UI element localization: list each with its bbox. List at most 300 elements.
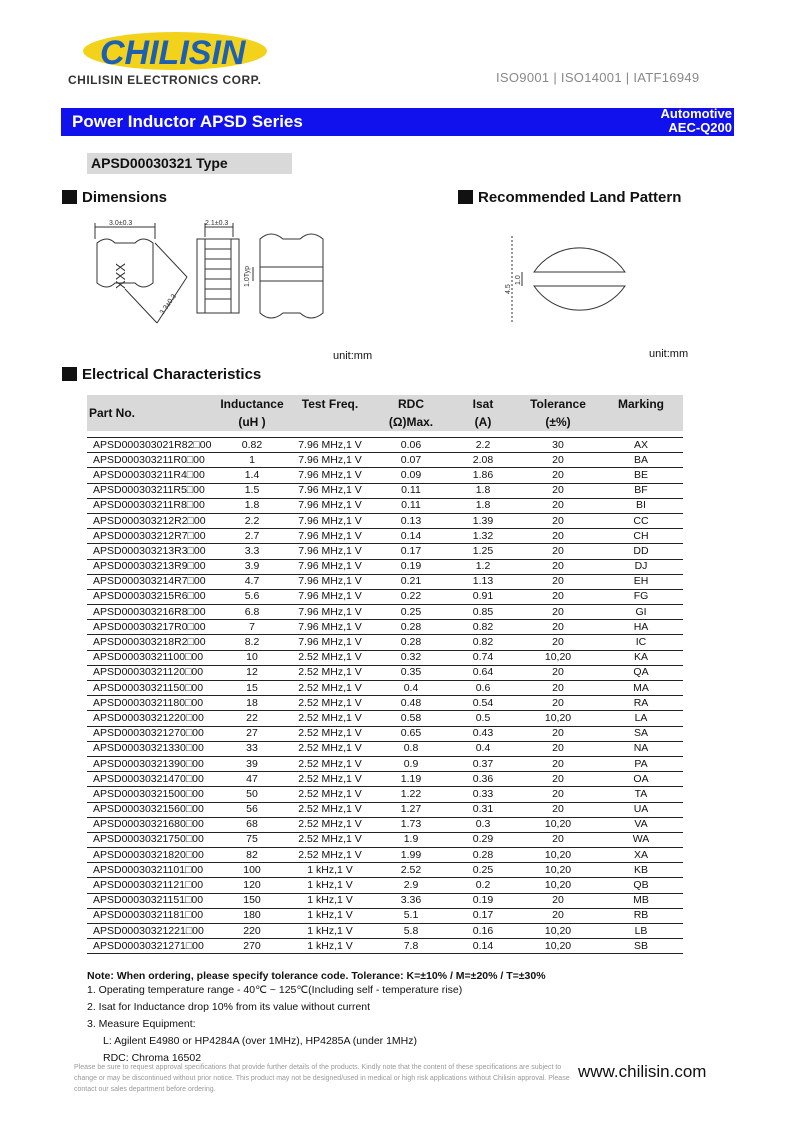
test-freq-cell: 7.96 MHz,1 V — [287, 635, 373, 650]
rdc-cell: 5.8 — [373, 924, 449, 939]
unit-left: unit:mm — [333, 350, 373, 362]
table-row — [87, 924, 683, 939]
tolerance-cell: 20 — [517, 589, 599, 604]
tolerance-cell: 10,20 — [517, 650, 599, 665]
isat-cell: 1.39 — [449, 513, 517, 528]
dim-diag-label: 3.3±0.3 — [158, 293, 179, 317]
part-no-cell: APSD00030321220□00 — [87, 711, 217, 726]
table-row — [87, 529, 683, 544]
test-freq-cell: 1 kHz,1 V — [287, 924, 373, 939]
part-no-cell: APSD000303021R82□00 — [87, 438, 217, 453]
rdc-cell: 2.9 — [373, 878, 449, 893]
part-no-cell: APSD00030321390□00 — [87, 756, 217, 771]
table-row — [87, 681, 683, 696]
test-freq-cell: 1 kHz,1 V — [287, 939, 373, 954]
marking-cell: BF — [599, 483, 683, 498]
marking-cell: FG — [599, 589, 683, 604]
inductance-cell: 2.7 — [217, 529, 287, 544]
marking-cell: MB — [599, 893, 683, 908]
isat-cell: 1.2 — [449, 559, 517, 574]
part-no-cell: APSD00030321151□00 — [87, 893, 217, 908]
note-3a: L: Agilent E4980 or HP4284A (over 1MHz), HP4285A (under 1MHz) — [103, 1035, 417, 1047]
col-isat-unit: (A) — [449, 413, 517, 431]
part-no-cell: APSD000303211R4□00 — [87, 468, 217, 483]
col-tolerance: Tolerance — [517, 395, 599, 413]
certifications: ISO9001 | ISO14001 | IATF16949 — [496, 70, 700, 85]
inductance-cell: 8.2 — [217, 635, 287, 650]
inductance-cell: 6.8 — [217, 605, 287, 620]
website-link[interactable]: www.chilisin.com — [578, 1062, 707, 1081]
table-row — [87, 832, 683, 847]
tolerance-cell: 20 — [517, 772, 599, 787]
square-bullet-icon — [62, 190, 77, 204]
tolerance-cell: 20 — [517, 726, 599, 741]
square-bullet-icon — [62, 367, 77, 381]
part-no-cell: APSD000303211R8□00 — [87, 498, 217, 513]
inductance-cell: 100 — [217, 863, 287, 878]
rdc-cell: 7.8 — [373, 939, 449, 954]
inductance-cell: 12 — [217, 665, 287, 680]
isat-cell: 1.8 — [449, 498, 517, 513]
col-inductance: Inductance — [217, 395, 287, 413]
marking-cell: TA — [599, 787, 683, 802]
table-row — [87, 939, 683, 954]
tolerance-cell: 20 — [517, 665, 599, 680]
isat-cell: 0.16 — [449, 924, 517, 939]
part-no-cell: APSD00030321820□00 — [87, 848, 217, 863]
rdc-cell: 0.25 — [373, 605, 449, 620]
part-no-cell: APSD000303214R7□00 — [87, 574, 217, 589]
part-no-cell: APSD000303211R0□00 — [87, 453, 217, 468]
inductance-cell: 82 — [217, 848, 287, 863]
marking-cell: HA — [599, 620, 683, 635]
part-no-cell: APSD00030321470□00 — [87, 772, 217, 787]
part-no-cell: APSD00030321680□00 — [87, 817, 217, 832]
table-row — [87, 559, 683, 574]
rdc-cell: 1.73 — [373, 817, 449, 832]
test-freq-cell: 7.96 MHz,1 V — [287, 453, 373, 468]
col-inductance-unit: (uH ) — [217, 413, 287, 431]
note-ordering: Note: When ordering, please specify tolerance code. Tolerance: K=±10% / M=±20% / T=±30% — [87, 970, 546, 982]
rdc-cell: 0.28 — [373, 620, 449, 635]
test-freq-cell: 2.52 MHz,1 V — [287, 756, 373, 771]
inductance-cell: 75 — [217, 832, 287, 847]
marking-cell: MA — [599, 681, 683, 696]
test-freq-cell: 7.96 MHz,1 V — [287, 620, 373, 635]
test-freq-cell: 7.96 MHz,1 V — [287, 529, 373, 544]
rdc-cell: 0.35 — [373, 665, 449, 680]
marking-cell: PA — [599, 756, 683, 771]
inductance-cell: 150 — [217, 893, 287, 908]
isat-cell: 0.64 — [449, 665, 517, 680]
test-freq-cell: 2.52 MHz,1 V — [287, 741, 373, 756]
dim-typ-label: 1.0Typ — [244, 265, 251, 287]
note-3: 3. Measure Equipment: — [87, 1017, 196, 1030]
isat-cell: 0.74 — [449, 650, 517, 665]
marking-cell: UA — [599, 802, 683, 817]
marking-cell: KB — [599, 863, 683, 878]
part-no-cell: APSD00030321101□00 — [87, 863, 217, 878]
marking-cell: QA — [599, 665, 683, 680]
part-no-cell: APSD00030321150□00 — [87, 681, 217, 696]
inductance-cell: 120 — [217, 878, 287, 893]
table-row — [87, 574, 683, 589]
tolerance-cell: 20 — [517, 483, 599, 498]
table-row — [87, 665, 683, 680]
table-row — [87, 893, 683, 908]
tolerance-cell: 20 — [517, 513, 599, 528]
test-freq-cell: 2.52 MHz,1 V — [287, 665, 373, 680]
rdc-cell: 0.13 — [373, 513, 449, 528]
test-freq-cell: 2.52 MHz,1 V — [287, 726, 373, 741]
col-isat: Isat — [449, 395, 517, 413]
inductance-cell: 1.4 — [217, 468, 287, 483]
rdc-cell: 0.09 — [373, 468, 449, 483]
table-row — [87, 772, 683, 787]
rdc-cell: 1.27 — [373, 802, 449, 817]
marking-cell: NA — [599, 741, 683, 756]
land-height-label: 4.5 — [505, 284, 512, 294]
part-no-cell: APSD000303218R2□00 — [87, 635, 217, 650]
inductance-cell: 0.82 — [217, 438, 287, 453]
table-row — [87, 908, 683, 923]
isat-cell: 0.43 — [449, 726, 517, 741]
inductance-cell: 15 — [217, 681, 287, 696]
part-no-cell: APSD00030321500□00 — [87, 787, 217, 802]
rdc-cell: 0.14 — [373, 529, 449, 544]
rdc-cell: 0.17 — [373, 544, 449, 559]
col-tolerance-unit: (±%) — [517, 413, 599, 431]
test-freq-cell: 2.52 MHz,1 V — [287, 787, 373, 802]
part-no-cell: APSD000303211R5□00 — [87, 483, 217, 498]
tolerance-cell: 10,20 — [517, 878, 599, 893]
test-freq-cell: 7.96 MHz,1 V — [287, 559, 373, 574]
inductance-cell: 50 — [217, 787, 287, 802]
table-row — [87, 696, 683, 711]
tolerance-cell: 10,20 — [517, 848, 599, 863]
tolerance-cell: 10,20 — [517, 817, 599, 832]
table-row — [87, 498, 683, 513]
notes — [87, 968, 546, 1066]
isat-cell: 1.86 — [449, 468, 517, 483]
rdc-cell: 0.58 — [373, 711, 449, 726]
test-freq-cell: 7.96 MHz,1 V — [287, 513, 373, 528]
isat-cell: 0.17 — [449, 908, 517, 923]
table-row — [87, 802, 683, 817]
isat-cell: 0.37 — [449, 756, 517, 771]
tolerance-cell: 20 — [517, 696, 599, 711]
test-freq-cell: 7.96 MHz,1 V — [287, 574, 373, 589]
isat-cell: 0.31 — [449, 802, 517, 817]
tolerance-cell: 10,20 — [517, 924, 599, 939]
table-row — [87, 650, 683, 665]
inductance-cell: 270 — [217, 939, 287, 954]
part-no-cell: APSD00030321271□00 — [87, 939, 217, 954]
table-row — [87, 817, 683, 832]
rdc-cell: 1.19 — [373, 772, 449, 787]
automotive-label: Automotive — [660, 106, 732, 121]
test-freq-cell: 2.52 MHz,1 V — [287, 848, 373, 863]
marking-cell: BA — [599, 453, 683, 468]
marking-cell: CH — [599, 529, 683, 544]
inductance-cell: 56 — [217, 802, 287, 817]
tolerance-cell: 20 — [517, 453, 599, 468]
inductance-cell: 1 — [217, 453, 287, 468]
rdc-cell: 0.8 — [373, 741, 449, 756]
tolerance-cell: 20 — [517, 498, 599, 513]
series-title: Power Inductor APSD Series — [72, 112, 303, 131]
test-freq-cell: 7.96 MHz,1 V — [287, 589, 373, 604]
tolerance-cell: 20 — [517, 681, 599, 696]
marking-cell: BI — [599, 498, 683, 513]
isat-cell: 1.13 — [449, 574, 517, 589]
part-no-cell: APSD000303213R3□00 — [87, 544, 217, 559]
logo-text: CHILISIN — [100, 34, 246, 72]
inductance-cell: 1.8 — [217, 498, 287, 513]
test-freq-cell: 7.96 MHz,1 V — [287, 483, 373, 498]
table-header-row — [87, 395, 683, 413]
inductance-cell: 68 — [217, 817, 287, 832]
marking-cell: KA — [599, 650, 683, 665]
marking-cell: WA — [599, 832, 683, 847]
rdc-cell: 2.52 — [373, 863, 449, 878]
part-no-cell: APSD00030321270□00 — [87, 726, 217, 741]
rdc-cell: 0.28 — [373, 635, 449, 650]
inductance-cell: 4.7 — [217, 574, 287, 589]
table-row — [87, 453, 683, 468]
isat-cell: 0.82 — [449, 635, 517, 650]
aec-label: AEC-Q200 — [668, 120, 732, 135]
inductance-cell: 3.9 — [217, 559, 287, 574]
inductance-cell: 5.6 — [217, 589, 287, 604]
rdc-cell: 0.11 — [373, 498, 449, 513]
unit-right: unit:mm — [649, 348, 689, 360]
tolerance-cell: 20 — [517, 893, 599, 908]
test-freq-cell: 2.52 MHz,1 V — [287, 696, 373, 711]
note-2: 2. Isat for Inductance drop 10% from its value without current — [87, 1001, 371, 1013]
inductance-cell: 39 — [217, 756, 287, 771]
marking-cell: OA — [599, 772, 683, 787]
table-row — [87, 468, 683, 483]
electrical-heading: Electrical Characteristics — [62, 366, 261, 383]
disclaimer: Please be sure to request approval specifications that provide further details of the products. Kindly note that the content of these specifications are subject to change or may be discontinued without prior notice. This product may not be designed/used in medical or high risk applications without Chilisin approval. Please contact our sales department before ordering. — [74, 1064, 570, 1093]
part-no-cell: APSD00030321180□00 — [87, 696, 217, 711]
isat-cell: 0.4 — [449, 741, 517, 756]
test-freq-cell: 1 kHz,1 V — [287, 893, 373, 908]
marking-cell: DD — [599, 544, 683, 559]
test-freq-cell: 7.96 MHz,1 V — [287, 468, 373, 483]
marking-cell: RB — [599, 908, 683, 923]
test-freq-cell: 1 kHz,1 V — [287, 878, 373, 893]
dim-height-label: 2.1±0.3 — [205, 220, 229, 227]
isat-cell: 1.8 — [449, 483, 517, 498]
tolerance-cell: 20 — [517, 605, 599, 620]
note-1: 1. Operating temperature range - 40℃ ~ 125℃(Including self - temperature rise) — [87, 983, 463, 996]
test-freq-cell: 2.52 MHz,1 V — [287, 802, 373, 817]
rdc-cell: 0.07 — [373, 453, 449, 468]
rdc-cell: 0.65 — [373, 726, 449, 741]
part-no-cell: APSD000303216R8□00 — [87, 605, 217, 620]
rdc-cell: 0.22 — [373, 589, 449, 604]
isat-cell: 0.25 — [449, 863, 517, 878]
inductance-cell: 22 — [217, 711, 287, 726]
part-no-cell: APSD000303215R6□00 — [87, 589, 217, 604]
rdc-cell: 1.9 — [373, 832, 449, 847]
isat-cell: 0.5 — [449, 711, 517, 726]
marking-cell: IC — [599, 635, 683, 650]
tolerance-cell: 10,20 — [517, 863, 599, 878]
table-row — [87, 711, 683, 726]
test-freq-cell: 1 kHz,1 V — [287, 908, 373, 923]
test-freq-cell: 7.96 MHz,1 V — [287, 438, 373, 453]
inductance-cell: 3.3 — [217, 544, 287, 559]
table-row — [87, 635, 683, 650]
isat-cell: 0.91 — [449, 589, 517, 604]
isat-cell: 0.2 — [449, 878, 517, 893]
tolerance-cell: 20 — [517, 559, 599, 574]
isat-cell: 0.54 — [449, 696, 517, 711]
inductance-cell: 7 — [217, 620, 287, 635]
col-marking: Marking — [599, 395, 683, 413]
isat-cell: 2.08 — [449, 453, 517, 468]
marking-cell: EH — [599, 574, 683, 589]
rdc-cell: 0.21 — [373, 574, 449, 589]
land-pattern-heading: Recommended Land Pattern — [458, 189, 681, 206]
rdc-cell: 0.4 — [373, 681, 449, 696]
marking-cell: DJ — [599, 559, 683, 574]
isat-cell: 0.36 — [449, 772, 517, 787]
test-freq-cell: 2.52 MHz,1 V — [287, 832, 373, 847]
col-rdc-unit: (Ω)Max. — [373, 413, 449, 431]
rdc-cell: 1.99 — [373, 848, 449, 863]
part-no-cell: APSD000303217R0□00 — [87, 620, 217, 635]
test-freq-cell: 2.52 MHz,1 V — [287, 650, 373, 665]
table-row — [87, 787, 683, 802]
inductance-cell: 33 — [217, 741, 287, 756]
part-no-cell: APSD00030321221□00 — [87, 924, 217, 939]
marking-cell: AX — [599, 438, 683, 453]
part-no-cell: APSD000303212R7□00 — [87, 529, 217, 544]
note-3b: RDC: Chroma 16502 — [103, 1051, 202, 1064]
table-row — [87, 483, 683, 498]
marking-cell: LA — [599, 711, 683, 726]
inductance-cell: 27 — [217, 726, 287, 741]
dimension-drawing — [85, 215, 345, 345]
isat-cell: 0.28 — [449, 848, 517, 863]
inductance-cell: 10 — [217, 650, 287, 665]
electrical-table — [87, 395, 683, 954]
marking-cell: BE — [599, 468, 683, 483]
rdc-cell: 1.22 — [373, 787, 449, 802]
isat-cell: 1.32 — [449, 529, 517, 544]
marking-cell: GI — [599, 605, 683, 620]
table-row — [87, 605, 683, 620]
tolerance-cell: 20 — [517, 620, 599, 635]
marking-cell: VA — [599, 817, 683, 832]
isat-cell: 0.14 — [449, 939, 517, 954]
test-freq-cell: 2.52 MHz,1 V — [287, 711, 373, 726]
company-logo — [80, 24, 280, 74]
part-no-cell: APSD000303212R2□00 — [87, 513, 217, 528]
type-label: APSD00030321 Type — [91, 155, 228, 171]
rdc-cell: 0.48 — [373, 696, 449, 711]
tolerance-cell: 10,20 — [517, 939, 599, 954]
tolerance-cell: 20 — [517, 574, 599, 589]
automotive-tag — [661, 107, 733, 135]
rdc-cell: 0.32 — [373, 650, 449, 665]
inductance-cell: 47 — [217, 772, 287, 787]
part-no-cell: APSD00030321181□00 — [87, 908, 217, 923]
square-bullet-icon — [458, 190, 473, 204]
part-no-cell: APSD00030321120□00 — [87, 665, 217, 680]
table-row — [87, 726, 683, 741]
inductance-cell: 180 — [217, 908, 287, 923]
isat-cell: 0.3 — [449, 817, 517, 832]
land-pattern-drawing — [500, 222, 650, 342]
test-freq-cell: 2.52 MHz,1 V — [287, 681, 373, 696]
marking-cell: SB — [599, 939, 683, 954]
inductance-cell: 2.2 — [217, 513, 287, 528]
rdc-cell: 0.9 — [373, 756, 449, 771]
tolerance-cell: 20 — [517, 741, 599, 756]
rdc-cell: 0.06 — [373, 438, 449, 453]
rdc-cell: 5.1 — [373, 908, 449, 923]
table-row — [87, 741, 683, 756]
table-row — [87, 513, 683, 528]
marking-code: XXX — [113, 262, 128, 289]
tolerance-cell: 20 — [517, 529, 599, 544]
rdc-cell: 3.36 — [373, 893, 449, 908]
table-row — [87, 878, 683, 893]
test-freq-cell: 7.96 MHz,1 V — [287, 498, 373, 513]
marking-cell: XA — [599, 848, 683, 863]
inductance-cell: 220 — [217, 924, 287, 939]
isat-cell: 0.85 — [449, 605, 517, 620]
table-row — [87, 589, 683, 604]
col-rdc: RDC — [373, 395, 449, 413]
tolerance-cell: 20 — [517, 832, 599, 847]
part-no-cell: APSD00030321560□00 — [87, 802, 217, 817]
marking-cell: LB — [599, 924, 683, 939]
tolerance-cell: 20 — [517, 635, 599, 650]
marking-cell: RA — [599, 696, 683, 711]
table-row — [87, 544, 683, 559]
tolerance-cell: 10,20 — [517, 711, 599, 726]
marking-cell: QB — [599, 878, 683, 893]
col-part: Part No. — [87, 395, 217, 431]
part-no-cell: APSD00030321121□00 — [87, 878, 217, 893]
isat-cell: 1.25 — [449, 544, 517, 559]
tolerance-cell: 20 — [517, 908, 599, 923]
dim-width-label: 3.0±0.3 — [109, 220, 133, 227]
table-row — [87, 863, 683, 878]
inductance-cell: 18 — [217, 696, 287, 711]
rdc-cell: 0.11 — [373, 483, 449, 498]
part-no-cell: APSD00030321100□00 — [87, 650, 217, 665]
test-freq-cell: 2.52 MHz,1 V — [287, 817, 373, 832]
isat-cell: 0.6 — [449, 681, 517, 696]
part-no-cell: APSD00030321330□00 — [87, 741, 217, 756]
table-row — [87, 438, 683, 453]
tolerance-cell: 20 — [517, 468, 599, 483]
tolerance-cell: 20 — [517, 756, 599, 771]
part-no-cell: APSD00030321750□00 — [87, 832, 217, 847]
land-gap-label: 1.0 — [515, 275, 522, 285]
test-freq-cell: 2.52 MHz,1 V — [287, 772, 373, 787]
table-row — [87, 756, 683, 771]
isat-cell: 0.19 — [449, 893, 517, 908]
isat-cell: 2.2 — [449, 438, 517, 453]
